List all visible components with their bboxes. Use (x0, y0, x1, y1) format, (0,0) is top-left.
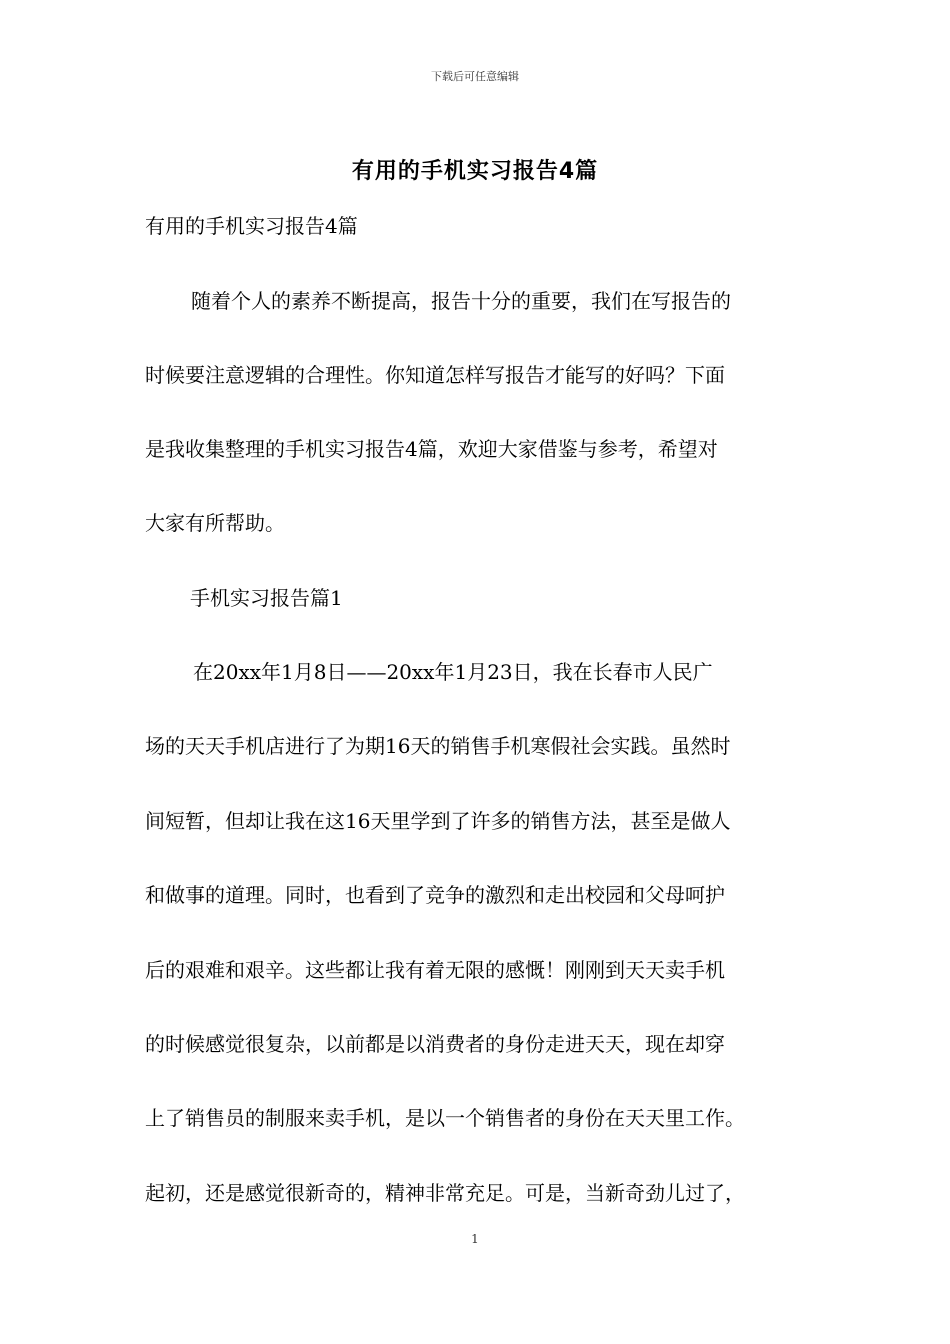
document-title: 有用的手机实习报告4篇 (351, 159, 599, 184)
paragraph-line: 大家有所帮助。 (145, 511, 285, 535)
section-heading: 手机实习报告篇1 (190, 586, 343, 610)
paragraph-line: 场的天天手机店进行了为期16天的销售手机寒假社会实践。虽然时 (145, 734, 731, 758)
paragraph-line: 后的艰难和艰辛。这些都让我有着无限的感慨！刚刚到天天卖手机 (145, 958, 725, 982)
paragraph-line: 和做事的道理。同时，也看到了竞争的激烈和走出校园和父母呵护 (145, 883, 725, 907)
paragraph-line: 间短暂，但却让我在这16天里学到了许多的销售方法，甚至是做人 (145, 809, 731, 833)
paragraph-line: 在20xx年1月8日——20xx年1月23日，我在长春市人民广 (193, 660, 713, 684)
paragraph-line: 是我收集整理的手机实习报告4篇，欢迎大家借鉴与参考，希望对 (145, 437, 718, 461)
page-number: 1 (471, 1232, 479, 1246)
paragraph-line: 时候要注意逻辑的合理性。你知道怎样写报告才能写的好吗？下面 (145, 363, 725, 387)
paragraph-line: 起初，还是感觉很新奇的，精神非常充足。可是，当新奇劲儿过了， (145, 1181, 745, 1205)
paragraph-line: 随着个人的素养不断提高，报告十分的重要，我们在写报告的 (191, 289, 731, 313)
paragraph-line: 的时候感觉很复杂，以前都是以消费者的身份走进天天，现在却穿 (145, 1032, 725, 1056)
header-note: 下载后可任意编辑 (431, 70, 519, 83)
paragraph-line: 上了销售员的制服来卖手机，是以一个销售者的身份在天天里工作。 (145, 1106, 745, 1130)
document-subtitle: 有用的手机实习报告4篇 (145, 214, 358, 238)
